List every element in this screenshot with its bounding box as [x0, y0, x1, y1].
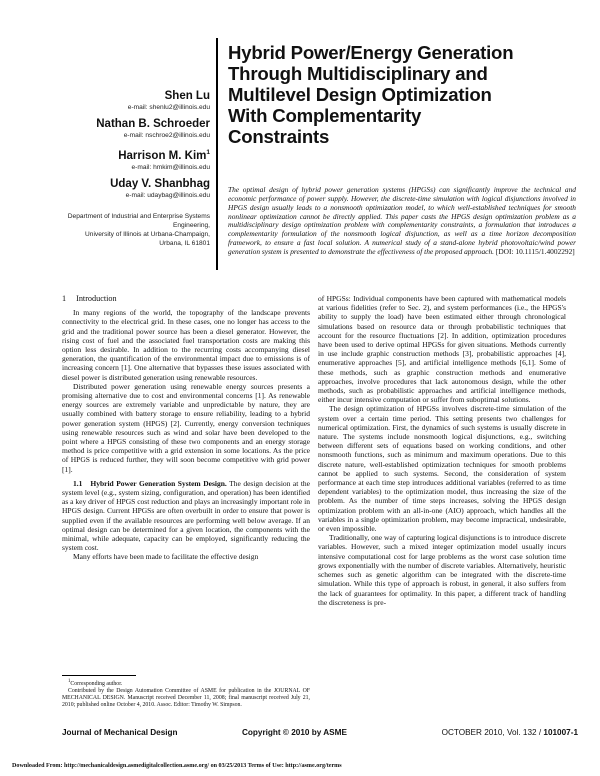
- doi-link[interactable]: [DOI: 10.1115/1.4002292]: [495, 246, 575, 256]
- affiliation-line: Urbana, IL 61801: [159, 240, 210, 247]
- download-notice: Downloaded From: http://mechanicaldesign.asmedigitalcollection.asme.org/ on 03/25/2013 Terms of Use: http://asme.org/terms: [12, 763, 342, 769]
- paragraph: In many regions of the world, the topography of the landscape prevents connectivity to the electrical grid. In these cases, one no longer has access to the grid and the traditional power source has been a diesel generator. However, the rising cost of fuel and the associated fuel transportation costs are making this option less desirable. In addition to the recurring costs accompanying diesel generation, the quantification of the environmental impact due to emissions is of increasing concern [1]. One alternative that bypasses these issues associated with diesel power is distributed generation using renewable resources.: [62, 308, 310, 382]
- title-line: Constraints: [228, 126, 330, 147]
- footnote-divider: [62, 675, 136, 676]
- body-column-right: [318, 294, 566, 607]
- subsection-number: 1.1: [73, 478, 83, 488]
- title-line: Multilevel Design Optimization: [228, 84, 492, 105]
- body-column-left: [62, 294, 310, 562]
- abstract: [228, 186, 576, 257]
- journal-name: Journal of Mechanical Design: [62, 728, 178, 737]
- subsection-title: Hybrid Power Generation System Design.: [90, 478, 227, 488]
- paragraph: Traditionally, one way of capturing logical disjunctions is to introduce discrete variables. However, such a mixed integer optimization model usually incurs intensive computational cost for large problems as the worst case solution time grows exponentially with the number of discrete variables. Alternatively, heuristic schemes such as genetic algorithm can be integrated with the discrete-time simulation. While this type of approach is robust, in general, it also suffers from the lack of guarantees for optimality. In this paper, a different track of handling the discreteness is pre-: [318, 533, 566, 607]
- page-number: 101007-1: [543, 728, 578, 737]
- author-name: Harrison M. Kim$^1$: [118, 149, 210, 162]
- section-heading: [62, 294, 310, 303]
- paragraph: Many efforts have been made to facilitate the effective design: [73, 552, 259, 562]
- footnote-text: Corresponding author.: [70, 680, 123, 687]
- abstract-text: The optimal design of hybrid power generation systems (HPGSs) can significantly improve the technical and economic performance of power supply. However, the discrete-time simulation with logical disjunctions involved in HPGS design usually leads to a nonsmooth optimization model, to which well-established techniques for smooth nonlinear optimization cannot be directly applied. This paper casts the HPGS design optimization problem as a multidisciplinary design optimization problem with complementarity constraints, a formulation that introduces a complementarity formulation of the nonsmooth logical disjunction, as well as a time horizon decomposition framework, to ensure a fast local solution. A numerical study of a stand-alone hybrid photovoltaic/wind power generation system is presented to demonstrate the effectiveness of the proposed approach.: [228, 185, 576, 256]
- footnote: [62, 678, 310, 688]
- author-email: e-mail: shenlu2@illinois.edu: [127, 104, 210, 111]
- paragraph: Distributed power generation using renewable energy sources presents a promising alternative due to cost and environmental concerns [1]. As renewable energy sources are extremely variable and unpredictable by nature, they are usually combined with battery storage to ensure reliability, leading to a hybrid power generation system (HPGS) [2]. Currently, energy conversion techniques using renewable resources such as wind and solar have been developed to the point where a HPGS consisting of these two components and an energy storage method is price competitive with a grid extension in some locations. As the price of HPGS is reduced further, they will soon become competitive with grid power [1].: [62, 381, 310, 474]
- paragraph-text: The design decision at the system level (e.g., system sizing, configuration, and operation) has been identified as a key driver of HPGS cost reduction and plays an increasingly important role in HPGS design. Current HPGSs are often overbuilt in order to ensure that power is supplied even if the available resources are performing well below average. If an optimal design can be determined for a given location, the components with the minimal, while adequate, capacity can be employed, significantly reducing the system cost.: [62, 478, 311, 553]
- page-footer: [62, 728, 578, 740]
- author-name: Uday V. Shanbhag: [110, 177, 210, 190]
- paragraph: The design optimization of HPGSs involves discrete-time simulation of the system over a certain time period. This setting presents two challenges for numerical optimization. First, the dynamics of such systems is usually discrete in nature. The systems include nonsmooth logical disjunctions, e.g., switching between different sets of equations based on working conditions, and other nonsmooth functions, such as minimum and maximum operations. Due to this discrete nature, well-established optimization techniques for smooth problems cannot be applied to such systems. Second, the consideration of system performance at each time step introduces additional variables (referred to as time dependent variables) to the optimization model, thus increasing the size of the problem. As the number of time steps increases, solving the HPGS design optimization problem with an all-in-one (AIO) approach, which handles all the variables in a single optimization problem, may become impractical, undesirable, or even impossible.: [318, 404, 566, 534]
- author-email: e-mail: udaybag@illinois.edu: [125, 191, 210, 199]
- author-footnote-marker: 1: [206, 149, 210, 156]
- footnote-marker: 1: [68, 679, 71, 684]
- issue-info: [442, 728, 578, 737]
- author-name: Shen Lu: [164, 90, 210, 102]
- author-email: e-mail: nschroe2@illinois.edu: [123, 132, 210, 139]
- title-line: Through Multidisciplinary and: [228, 63, 488, 84]
- footnotes: [62, 678, 310, 709]
- affiliation-line: Department of Industrial and Enterprise Systems: [67, 213, 210, 220]
- affiliation: [60, 212, 210, 248]
- title-line: With Complementarity: [228, 105, 422, 126]
- title-line: Hybrid Power/Energy Generation: [228, 42, 514, 63]
- paragraph: of HPGSs: Individual components have been captured with mathematical models at various fidelities (refer to Sec. 2), and system performances (i.e., the HPGS's ability to supply the load) have been estimated either through chronological simulations based on resource data or through probabilistic techniques that account for the resource fluctuations [2]. In addition, optimization procedures have been used to derive optimal HPGSs for given situations. Methods currently in use include graphic construction methods [3], probabilistic approaches [4], enumerative approaches [5], and artificial intelligence methods [6,1]. Some of these methods, such as graphic construction methods and enumerative approaches, involve procedures that lack autonomous design, while the other methods, such as probabilistic approaches and artificial intelligence methods, either incur intensive computation or suffer from suboptimal solutions.: [318, 294, 566, 405]
- affiliation-line: University of Illinois at Urbana-Champaign,: [85, 231, 210, 238]
- issue-text: OCTOBER 2010, Vol. 132 /: [441, 728, 542, 737]
- subsection-paragraph: [62, 479, 310, 553]
- paper-title: [228, 42, 573, 147]
- author-list: [0, 90, 210, 200]
- author-email: e-mail: hmkim@illinois.edu: [131, 163, 210, 171]
- author-name: Nathan B. Schroeder: [96, 118, 210, 130]
- vertical-divider: [216, 38, 218, 270]
- section-number: 1: [62, 294, 67, 303]
- footnote: Contributed by the Design Automation Committee of ASME for publication in the JOURNAL OF MECHANICAL DESIGN. Manuscript received December 11, 2008; final manuscript received July 21, 2010; published online October 4, 2010. Assoc. Editor: Timothy W. Simpson.: [62, 687, 310, 708]
- copyright: Copyright © 2010 by ASME: [242, 728, 347, 737]
- section-title: Introduction: [76, 294, 117, 303]
- affiliation-line: Engineering,: [172, 222, 210, 229]
